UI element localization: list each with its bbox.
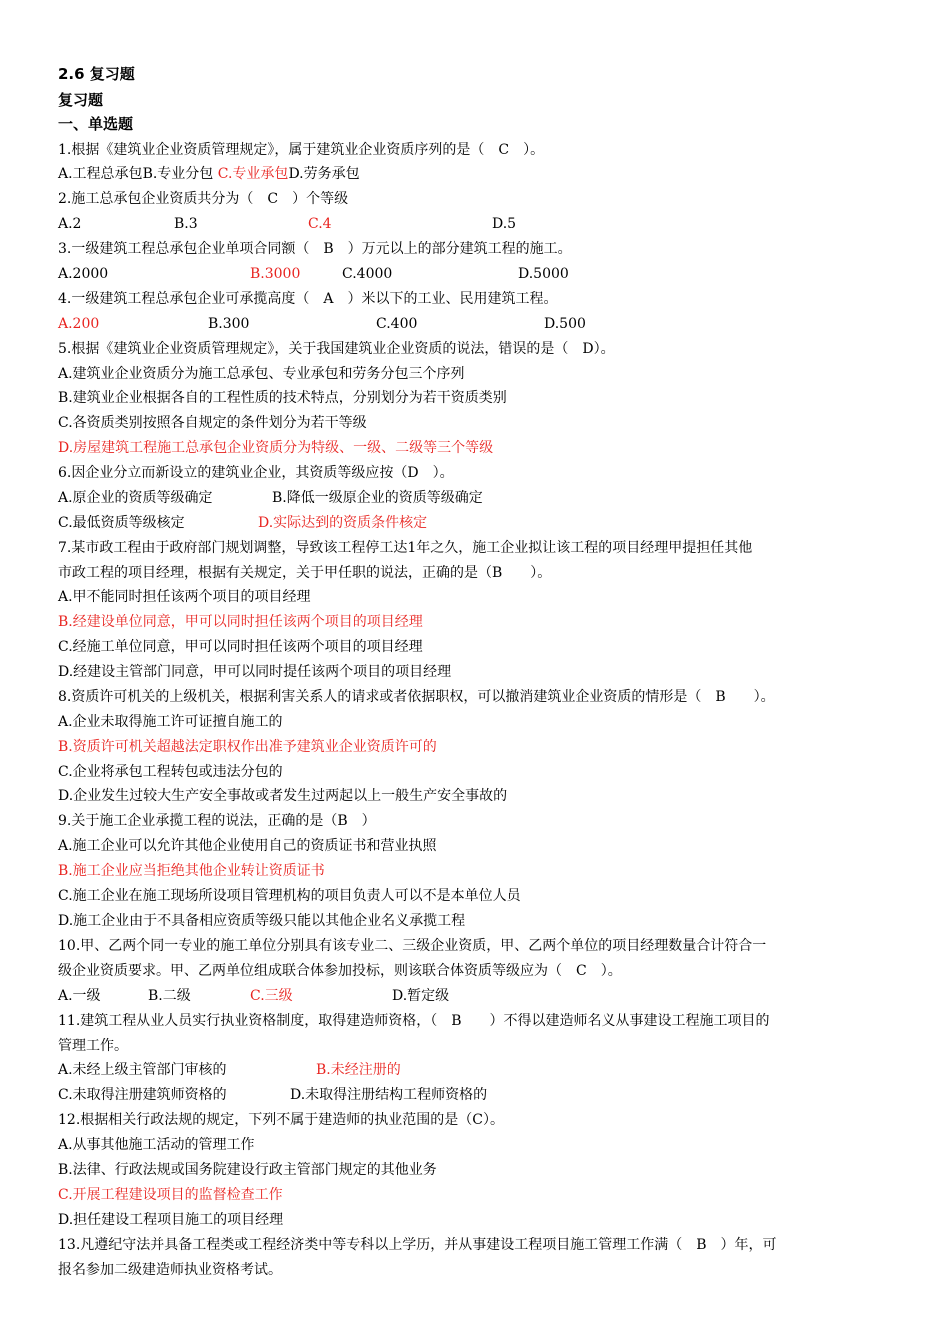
question-7-line-2: 市政工程的项目经理，根据有关规定，关于甲任职的说法，正确的是（B ）。 xyxy=(58,565,552,581)
option-5d: D.房屋建筑工程施工总承包企业资质分为特级、一级、二级等三个等级 xyxy=(58,440,494,456)
option-9d: D.施工企业由于不具备相应资质等级只能以其他企业名义承揽工程 xyxy=(58,913,466,929)
option-9b: B.施工企业应当拒绝其他企业转让资质证书 xyxy=(58,863,325,879)
question-3: 3.一级建筑工程总承包企业单项合同额（ B ）万元以上的部分建筑工程的施工。 xyxy=(58,241,572,257)
option-12b: B.法律、行政法规或国务院建设行政主管部门规定的其他业务 xyxy=(58,1162,437,1178)
option-7b: B.经建设单位同意，甲可以同时担任该两个项目的项目经理 xyxy=(58,614,423,630)
option-7d: D.经建设主管部门同意，甲可以同时提任该两个项目的项目经理 xyxy=(58,664,452,680)
option-8b: B.资质许可机关超越法定职权作出准予建筑业企业资质许可的 xyxy=(58,739,437,755)
option-12a: A.从事其他施工活动的管理工作 xyxy=(58,1137,255,1153)
subtitle: 复习题 xyxy=(58,91,104,109)
question-13-line-1: 13.凡遵纪守法并具备工程类或工程经济类中等专科以上学历，并从事建设工程项目施工管理工作满（ B ）年，可 xyxy=(58,1237,777,1253)
question-5: 5.根据《建筑业企业资质管理规定》，关于我国建筑业企业资质的说法，错误的是（ D）。 xyxy=(58,341,615,357)
question-10-line-1: 10.甲、乙两个同一专业的施工单位分别具有该专业二、三级企业资质，甲、乙两个单位的项目经理数量合计符合一 xyxy=(58,938,767,954)
question-7-line-1: 7.某市政工程由于政府部门规划调整，导致该工程停工达1年之久，施工企业拟让该工程的项目经理甲提担任其他 xyxy=(58,540,753,556)
option-12d: D.担任建设工程项目施工的项目经理 xyxy=(58,1212,284,1228)
option-8d: D.企业发生过较大生产安全事故或者发生过两起以上一般生产安全事故的 xyxy=(58,788,508,804)
part-title: 一、单选题 xyxy=(58,115,134,133)
question-10-line-2: 级企业资质要求。甲、乙两单位组成联合体参加投标，则该联合体资质等级应为（ C ）。 xyxy=(58,963,622,979)
question-11-line-2: 管理工作。 xyxy=(58,1038,128,1054)
options-1: A.工程总承包B.专业分包 C.专业承包D.劳务承包 xyxy=(58,166,360,182)
option-12c: C.开展工程建设项目的监督检查工作 xyxy=(58,1187,283,1203)
option-8c: C.企业将承包工程转包或违法分包的 xyxy=(58,764,283,780)
option-8a: A.企业未取得施工许可证擅自施工的 xyxy=(58,714,283,730)
question-1: 1.根据《建筑业企业资质管理规定》，属于建筑业企业资质序列的是（ C ）。 xyxy=(58,142,545,158)
option-7a: A.甲不能同时担任该两个项目的项目经理 xyxy=(58,589,311,605)
question-9: 9.关于施工企业承揽工程的说法，正确的是（B ） xyxy=(58,813,376,829)
question-6: 6.因企业分立而新设立的建筑业企业，其资质等级应按（D ）。 xyxy=(58,465,454,481)
option-9a: A.施工企业可以允许其他企业使用自己的资质证书和营业执照 xyxy=(58,838,437,854)
question-2: 2.施工总承包企业资质共分为（ C ）个等级 xyxy=(58,191,349,207)
section-title: 2.6 复习题 xyxy=(58,65,135,83)
option-5a: A.建筑业企业资质分为施工总承包、专业承包和劳务分包三个序列 xyxy=(58,366,465,382)
question-4: 4.一级建筑工程总承包企业可承揽高度（ A ）米以下的工业、民用建筑工程。 xyxy=(58,291,558,307)
option-5c: C.各资质类别按照各自规定的条件划分为若干等级 xyxy=(58,415,367,431)
option-5b: B.建筑业企业根据各自的工程性质的技术特点，分别划分为若干资质类别 xyxy=(58,390,507,406)
option-7c: C.经施工单位同意，甲可以同时担任该两个项目的项目经理 xyxy=(58,639,423,655)
question-11-line-1: 11.建筑工程从业人员实行执业资格制度，取得建造师资格，（ B ）不得以建造师名义从事建设工程施工项目的 xyxy=(58,1013,770,1029)
question-8: 8.资质许可机关的上级机关，根据利害关系人的请求或者依据职权，可以撤消建筑业企业资质的情形是（ B ）。 xyxy=(58,689,775,705)
option-9c: C.施工企业在施工现场所设项目管理机构的项目负责人可以不是本单位人员 xyxy=(58,888,521,904)
question-12: 12.根据相关行政法规的规定，下列不属于建造师的执业范围的是（C）。 xyxy=(58,1112,504,1128)
document-page: 2.6 复习题 复习题 一、单选题 1.根据《建筑业企业资质管理规定》，属于建筑业企业资质序列的是（ C ）。 A.工程总承包B.专业分包 C.专业承包D.劳务承包 2.施工总承包企业资质共分为（ C ）个等级 A.2 B.3 C.4 D.5 3.一级建筑工程总承包企业单项合同额（ B ）万元以上的部分建筑工程的施工。 A.2000 B.3000 C.4000 D.5000 4.一级建筑工程总承包企业可承揽高度（ A ）米以下的工业、民用建筑工程。 A.200 B.300 C.400 D.500 5.根据《建筑业企业资质管理规定》，关于我国建筑业企业资质的说法，错误的是（ D）。 A.建筑业企业资质分为施工总承包、专业承包和劳务分包三个序列 B.建筑业企业根据各自的工程性质的技术特点，分别划分为若干资质类别 C.各资质类别按照各自规定的条件划分为若干等级 D.房屋建筑工程施工总承包企业资质分为特级、一级、二级等三个等级 6.因企业分立而新设立的建筑业企业，其资质等级应按（D ）。 A.原企业的资质等级确定 B.降低一级原企业的资质等级确定 C.最低资质等级核定 D.实际达到的资质条件核定 7.某市政工程由于政府部门规划调整，导致该工程停工达1年之久，施工企业拟让该工程的项目经理甲提担任其他 市政工程的项目经理，根据有关规定，关于甲任职的说法，正确的是（B ）。 A.甲不能同时担任该两个项目的项目经理 B.经建设单位同意，甲可以同时担任该两个项目的项目经理 C.经施工单位同意，甲可以同时担任该两个项目的项目经理 D.经建设主管部门同意，甲可以同时提任该两个项目的项目经理 8.资质许可机关的上级机关，根据利害关系人的请求或者依据职权，可以撤消建筑业企业资质的情形是（ B ）。 A.企业未取得施工许可证擅自施工的 B.资质许可机关超越法定职权作出准予建筑业企业资质许可的 C.企业将承包工程转包或违法分包的 D.企业发生过较大生产安全事故或者发生过两起以上一般生产安全事故的 9.关于施工企业承揽工程的说法，正确的是（B ） A.施工企业可以允许其他企业使用自己的资质证书和营业执照 B.施工企业应当拒绝其他企业转让资质证书 C.施工企业在施工现场所设项目管理机构的项目负责人可以不是本单位人员 D.施工企业由于不具备相应资质等级只能以其他企业名义承揽工程 10.甲、乙两个同一专业的施工单位分别具有该专业二、三级企业资质，甲、乙两个单位的项目经理数量合计符合一 级企业资质要求。甲、乙两单位组成联合体参加投标，则该联合体资质等级应为（ C ）。 A.一级 B.二级 C.三级 D.暂定级 11.建筑工程从业人员实行执业资格制度，取得建造师资格，（ B ）不得以建造师名义从事建设工程施工项目的 管理工作。 A.未经上级主管部门审核的 B.未经注册的 C.未取得注册建筑师资格的 D.未取得注册结构工程师资格的 12.根据相关行政法规的规定，下列不属于建造师的执业范围的是（C）。 A.从事其他施工活动的管理工作 B.法律、行政法规或国务院建设行政主管部门规定的其他业务 C.开展工程建设项目的监督检查工作 D.担任建设工程项目施工的项目经理 13.凡遵纪守法并具备工程类或工程经济类中等专科以上学历，并从事建设工程项目施工管理工作满（ B ）年，可 报名参加二级建造师执业资格考试。 xyxy=(58,65,777,1278)
question-13-line-2: 报名参加二级建造师执业资格考试。 xyxy=(58,1262,282,1278)
